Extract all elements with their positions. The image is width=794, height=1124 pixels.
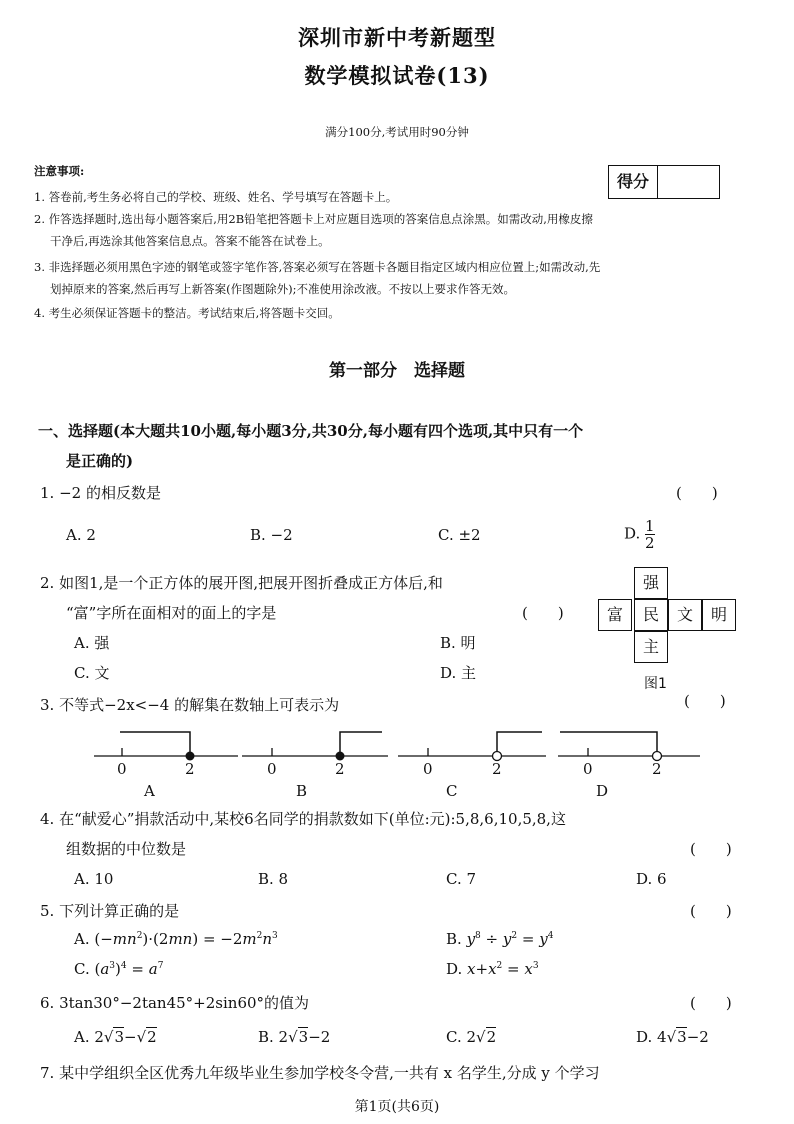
tick-label: 2 — [335, 760, 345, 778]
answer-paren: ( ) — [676, 484, 718, 502]
cube-net-figure — [598, 567, 738, 697]
q4-option-d: D. 6 — [636, 870, 667, 888]
tick-label: 2 — [492, 760, 502, 778]
answer-paren: ( ) — [684, 692, 726, 710]
section-heading-cont: 是正确的) — [66, 452, 134, 470]
q4-option-c: C. 7 — [446, 870, 477, 888]
notice-item: 4. 考生必须保证答题卡的整洁。考试结束后,将答题卡交回。 — [34, 306, 340, 320]
q2-option-b: B. 明 — [440, 634, 476, 652]
number-line-d — [558, 732, 700, 761]
answer-paren: ( ) — [522, 604, 564, 622]
notice-item: 1. 答卷前,考生务必将自己的学校、班级、姓名、学号填写在答题卡上。 — [34, 190, 398, 204]
q2-option-c: C. 文 — [74, 664, 110, 682]
question-4-stem-cont: 组数据的中位数是 — [66, 840, 187, 858]
notice-item: 干净后,再选涂其他答案信息点。答案不能答在试卷上。 — [50, 234, 330, 248]
fraction-numerator: 1 — [645, 517, 655, 535]
q5-option-a: A. $(-mn^2)\cdot(2mn) = -2m^2n^3$ — [74, 930, 278, 948]
question-3-stem: 3. 不等式−2x<−4 的解集在数轴上可表示为 — [40, 696, 340, 714]
answer-paren: ( ) — [690, 840, 732, 858]
cube-face-left: 富 — [598, 599, 632, 631]
cube-face-center: 民 — [634, 599, 668, 631]
number-line-c — [398, 732, 546, 761]
q6-option-a: A. 2√3−√2 — [74, 1028, 157, 1046]
q1-option-d — [624, 518, 655, 551]
q1-option-c: C. ±2 — [438, 526, 481, 544]
q3-option-a: A — [144, 782, 155, 800]
notice-item: 2. 作答选择题时,选出每小题答案后,用2B铅笔把答题卡上对应题目选项的答案信息点涂黑。如需改动,用橡皮擦 — [34, 212, 593, 226]
score-box — [608, 165, 720, 199]
q3-option-d: D — [596, 782, 609, 800]
tick-label: 2 — [652, 760, 662, 778]
fraction — [645, 518, 655, 551]
tick-label: 2 — [185, 760, 195, 778]
q3-option-c: C — [446, 782, 458, 800]
q1-option-d-label: D. — [624, 524, 641, 543]
tick-label: 0 — [117, 760, 127, 778]
q5-option-b: B. $y^8 \div y^2 = y^4$ — [446, 930, 554, 948]
score-label: 得分 — [609, 166, 658, 198]
cube-face-right2: 明 — [702, 599, 736, 631]
exam-subtitle: 数学模拟试卷(13) — [304, 63, 490, 88]
part-title: 第一部分 选择题 — [329, 361, 465, 381]
notice-heading: 注意事项: — [34, 164, 85, 178]
number-line-a — [94, 732, 238, 761]
q1-option-b: B. −2 — [250, 526, 293, 544]
fraction-denominator: 2 — [645, 534, 655, 552]
notice-item: 划掉原来的答案,然后再写上新答案(作图题除外);不准使用涂改液。不按以上要求作答无效。 — [50, 282, 515, 296]
tick-label: 0 — [583, 760, 593, 778]
q1-option-a: A. 2 — [66, 526, 96, 544]
q6-option-b: B. 2√3−2 — [258, 1028, 331, 1046]
figure-1-label: 图1 — [644, 676, 667, 692]
cube-face-top: 强 — [634, 567, 668, 599]
tick-label: 0 — [267, 760, 277, 778]
question-2-stem-cont: “富”字所在面相对的面上的字是 — [66, 604, 277, 622]
q5-option-d: D. $x+x^2 = x^3$ — [446, 960, 539, 978]
tick-label: 0 — [423, 760, 433, 778]
question-7-stem: 7. 某中学组织全区优秀九年级毕业生参加学校冬令营,一共有 x 名学生,分成 y 个学习 — [40, 1064, 600, 1082]
q4-option-a: A. 10 — [74, 870, 114, 888]
question-5-stem: 5. 下列计算正确的是 — [40, 902, 180, 920]
q4-option-b: B. 8 — [258, 870, 289, 888]
cube-face-right1: 文 — [668, 599, 702, 631]
q2-option-a: A. 强 — [74, 634, 110, 652]
q6-option-d: D. 4√3−2 — [636, 1028, 709, 1046]
q5-option-c: C. $(a^3)^4 = a^7$ — [74, 960, 164, 978]
q6-option-c: C. 2√2 — [446, 1028, 497, 1046]
question-4-stem: 4. 在“献爱心”捐款活动中,某校6名同学的捐款数如下(单位:元):5,8,6,10,5,8,这 — [40, 810, 566, 828]
section-heading: 一、选择题(本大题共10小题,每小题3分,共30分,每小题有四个选项,其中只有一个 — [38, 422, 584, 440]
question-1-stem: 1. −2 的相反数是 — [40, 484, 161, 502]
page-footer: 第1页(共6页) — [354, 1099, 440, 1115]
exam-title: 深圳市新中考新题型 — [298, 25, 496, 50]
q3-option-b: B — [296, 782, 308, 800]
answer-paren: ( ) — [690, 902, 732, 920]
exam-info: 满分100分,考试用时90分钟 — [325, 125, 469, 139]
cube-face-bottom: 主 — [634, 631, 668, 663]
notice-item: 3. 非选择题必须用黑色字迹的钢笔或签字笔作答,答案必须写在答题卡各题目指定区域内相应位置上;如需改动,先 — [34, 260, 601, 274]
question-2-stem: 2. 如图1,是一个正方体的展开图,把展开图折叠成正方体后,和 — [40, 574, 443, 592]
question-6-stem: 6. 3tan30°−2tan45°+2sin60°的值为 — [40, 994, 310, 1012]
number-line-b — [242, 732, 388, 761]
answer-paren: ( ) — [690, 994, 732, 1012]
q2-option-d: D. 主 — [440, 664, 477, 682]
